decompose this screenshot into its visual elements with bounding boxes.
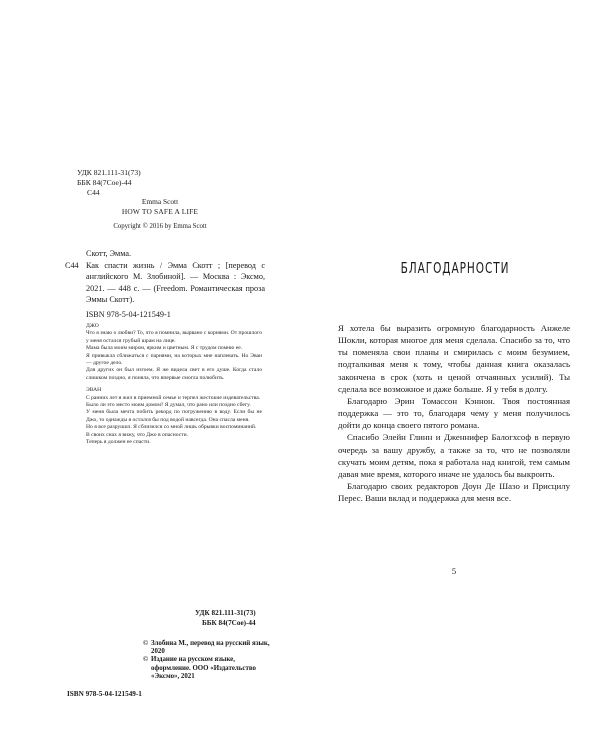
copyright-text: Издание на русском языке, оформление. ООО «Издательство «Эксмо», 2021 — [151, 656, 256, 680]
copyright-text: Злобина М., перевод на русский язык, 2020 — [151, 640, 270, 656]
annotation-line: Что я знаю о любви? То, что я помнила, вырвано с корнями. От прошлого у меня остался грубый шрам на лице. — [86, 330, 262, 344]
original-edition-block — [60, 197, 260, 232]
page-number: 5 — [451, 566, 457, 576]
cutter-code: С44 — [87, 188, 100, 197]
bbk-code: ББК 84(7Сое)-44 — [77, 178, 132, 187]
annotation-line: У меня была мечта побить рекорд по погружению в воду. Если бы не Джо, то однажды я остался бы под водой навсегда. Она спасла меня. — [86, 409, 262, 423]
paragraph: Благодарю своих редакторов Доун Де Шазо и Присцилу Перес. Ваши вклад и поддержка для меня все. — [338, 481, 570, 504]
copyright-translation — [143, 640, 273, 656]
bottom-bbk-code: ББК 84(7Сое)-44 — [201, 619, 256, 627]
udk-code: УДК 821.111-31(73) — [77, 168, 141, 177]
record-text — [65, 260, 265, 306]
original-copyright: Copyright © 2016 by Emma Scott — [113, 223, 207, 230]
bottom-udk-code: УДК 821.111-31(73) — [195, 609, 256, 617]
bottom-classification — [195, 608, 256, 628]
original-title: HOW TO SAFE A LIFE — [121, 207, 199, 216]
copyright-edition — [143, 656, 273, 681]
annotation-line: Мама была моим миром, ярким и цветным. Я с трудом помню ее. — [86, 345, 243, 352]
paragraph: Спасибо Элейн Глинн и Дженнифер Балогхсоф в первую очередь за вашу дружбу, а также за то, что не позволяли скучать моим детям, пока я работала над книгой, тем самым давая мне время, которого иначе не удалось бы выкроить. — [338, 432, 570, 479]
annotation — [86, 322, 262, 447]
author-heading: Скотт, Эмма. — [86, 249, 132, 258]
record-cutter: С44 — [65, 260, 79, 270]
annotation-heading-jo: ДЖО — [86, 323, 99, 329]
bibliographic-record — [65, 248, 265, 321]
record-isbn: ISBN 978-5-04-121549-1 — [86, 309, 171, 319]
copyright-symbol-icon: © — [143, 640, 149, 647]
annotation-line: В своих снах я вижу, что Джо в опасности. — [86, 431, 189, 438]
annotation-line: Но я все разрушил. Я сблизился со мной лишь обрывки воспоминаний. — [86, 424, 257, 431]
classification-block — [77, 168, 141, 198]
paragraph: Благодарю Эрин Томассон Кэннон. Твоя постоянная поддержка — это то, благодаря чему у меня получилось дойти до конца своего пятого романа. — [338, 395, 570, 431]
annotation-line: Было ли это место моим домом? Я думал, что рано или поздно сбегу. — [86, 402, 251, 409]
original-author: Emma Scott — [141, 197, 179, 206]
acknowledgements-text — [338, 322, 570, 504]
annotation-line: С ранних лет я жил в приемной семье и терпел жестокие издевательства. — [86, 394, 261, 401]
annotation-line: Для других он был изгоем. Я же видела свет в его душе. Когда стало слишком поздно, я поняла, что впервые смогла полюбить. — [86, 367, 262, 381]
record-body: Как спасти жизнь / Эмма Скотт ; [перевод с английского М. Злобиной]. — Москва : Эксмо, 2021. — 448 с. — (Freedom. Романтическая проза Эммы Скотт). — [86, 260, 265, 305]
copyright-notices — [143, 640, 273, 681]
section-title: БЛАГОДАРНОСТИ — [400, 259, 510, 277]
annotation-heading-evan: ЭВАН — [86, 387, 102, 394]
paragraph: Я хотела бы выразить огромную благодарность Анжеле Шокли, которая многое для меня сделала. Спасибо за то, что ты поменяла свои планы и смирилась с моим безумием, подталкивая меня к тому, чтобы данная книга оказалась закончена в срок (хоть и ценой отчаянных усилий). Ты сделала все возможное и даже больше. Я у тебя в долгу. — [338, 323, 570, 394]
annotation-line: Теперь я должен ее спасти. — [86, 439, 151, 446]
bottom-isbn: ISBN 978-5-04-121549-1 — [67, 690, 142, 698]
annotation-line: Я привыкла сближаться с парнями, на которых мне наплевать. Но Эван — другое дело. — [86, 352, 262, 367]
copyright-symbol-icon: © — [143, 656, 149, 664]
